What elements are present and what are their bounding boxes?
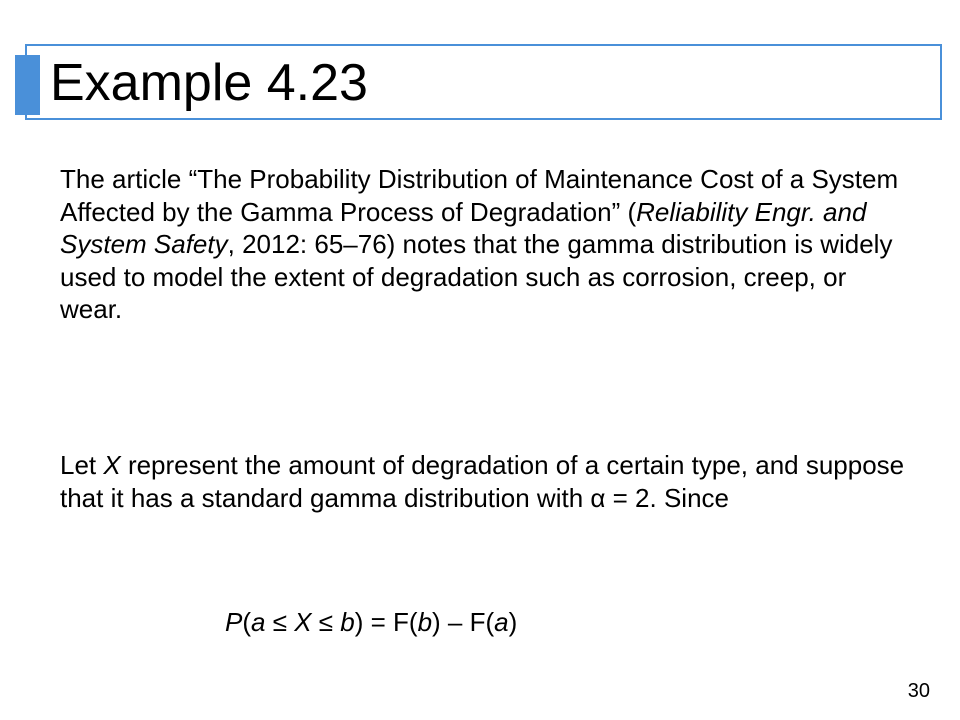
- formula-le-1: ≤: [265, 607, 295, 637]
- formula-x: X: [294, 607, 312, 637]
- formula-minus-f: ) – F(: [432, 607, 495, 637]
- journal-title: Reliability Engr. and System Safety: [60, 196, 867, 259]
- paragraph2-tail: = 2. Since: [605, 482, 729, 513]
- paragraph1-text-start: The article “The Probability Distribution of Maintenance Cost of a System Affected by the Gamma Process of Degradation” (: [60, 164, 899, 227]
- formula-a-arg: a: [494, 607, 509, 637]
- page-number: 30: [907, 680, 930, 702]
- slide-title: Example 4.23: [50, 54, 368, 112]
- formula-le-2: ≤: [311, 607, 341, 637]
- formula-p: P: [225, 607, 243, 637]
- alpha-symbol: α: [590, 482, 606, 513]
- probability-formula: [225, 606, 517, 638]
- formula-open: (: [242, 607, 252, 637]
- formula-a: a: [251, 607, 266, 637]
- formula-close: ): [508, 607, 518, 637]
- paragraph-problem-setup: [60, 449, 910, 514]
- formula-eq-f: ) = F(: [354, 607, 418, 637]
- paragraph1-text-end: , 2012: 65–76) notes that the gamma distribution is widely used to model the extent of degradation such as corrosion, creep, or wear.: [60, 229, 893, 324]
- formula-b: b: [340, 607, 355, 637]
- paragraph2-middle: represent the amount of degradation of a certain type, and suppose that it has a standard gamma distribution with: [60, 450, 905, 513]
- formula-b-arg: b: [417, 607, 433, 637]
- variable-x: X: [103, 450, 121, 480]
- paragraph-article-description: [60, 163, 910, 326]
- title-accent-bar: [15, 55, 40, 115]
- paragraph2-lead: Let: [60, 450, 104, 480]
